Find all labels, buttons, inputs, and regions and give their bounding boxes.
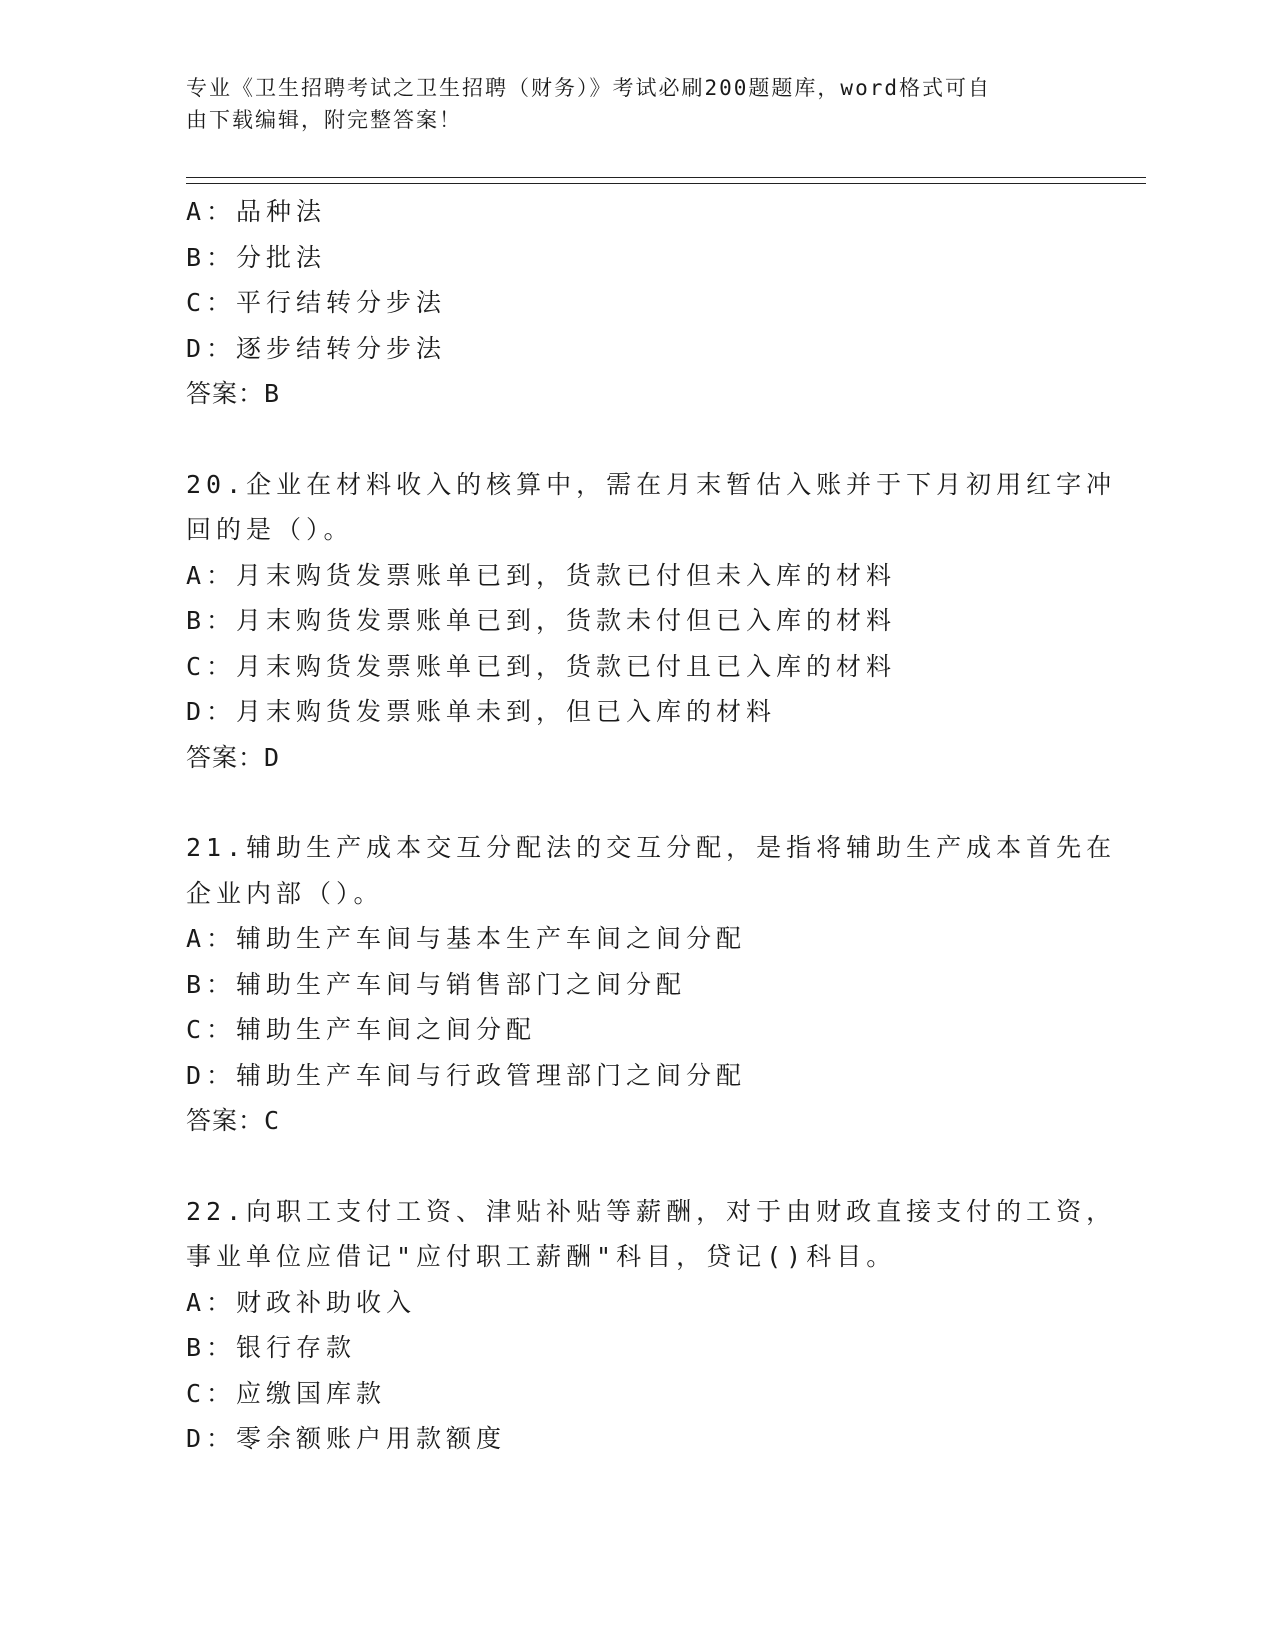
option-b: B：银行存款 [186, 1333, 357, 1362]
question-stem-line-1: 22.向职工支付工资、津贴补贴等薪酬，对于由财政直接支付的工资， [186, 1196, 1117, 1226]
question-stem-line-2: 企业内部（）。 [186, 878, 384, 908]
option-a: A：辅助生产车间与基本生产车间之间分配 [186, 924, 747, 953]
header-line-2: 由下载编辑，附完整答案！ [186, 108, 462, 132]
option-d: D：辅助生产车间与行政管理部门之间分配 [186, 1060, 747, 1090]
option-b: B：月末购货发票账单已到，货款未付但已入库的材料 [186, 606, 897, 635]
option-a: A：月末购货发票账单已到，货款已付但未入库的材料 [186, 560, 897, 590]
question-stem-line-1: 20.企业在材料收入的核算中，需在月末暂估入账并于下月初用红字冲 [186, 469, 1117, 499]
question-20 [186, 462, 1117, 781]
option-d: D：月末购货发票账单未到，但已入库的材料 [186, 697, 777, 726]
option-b: B：辅助生产车间与销售部门之间分配 [186, 969, 687, 999]
spacer [186, 1144, 1086, 1189]
option-c: C：平行结转分步法 [186, 288, 447, 317]
question-stem-line-2: 回的是（）。 [186, 515, 354, 544]
header-line-1: 专业《卫生招聘考试之卫生招聘（财务）》考试必刷200题题库，word格式可自 [186, 76, 991, 100]
option-c: C：辅助生产车间之间分配 [186, 1015, 537, 1044]
question-list [186, 189, 1117, 1462]
question-22 [186, 1189, 1117, 1462]
option-b: B：分批法 [186, 242, 327, 272]
header-divider [186, 177, 1146, 184]
option-a: A：品种法 [186, 197, 327, 226]
question-21 [186, 825, 1117, 1144]
question-stem-line-1: 21.辅助生产成本交互分配法的交互分配，是指将辅助生产成本首先在 [186, 833, 1117, 862]
question-stem-line-2: 事业单位应借记"应付职工薪酬"科目，贷记()科目。 [186, 1242, 897, 1271]
document-header [186, 72, 1066, 136]
option-d: D：逐步结转分步法 [186, 333, 447, 363]
spacer [186, 780, 1086, 825]
question-19 [186, 189, 1086, 417]
option-c: C：月末购货发票账单已到，货款已付且已入库的材料 [186, 651, 897, 681]
answer: 答案：B [186, 379, 281, 408]
option-a: A：财政补助收入 [186, 1287, 417, 1317]
spacer [186, 417, 1086, 462]
option-c: C：应缴国库款 [186, 1378, 387, 1408]
option-d: D：零余额账户用款额度 [186, 1424, 507, 1453]
answer: 答案：C [186, 1106, 281, 1135]
answer: 答案：D [186, 742, 281, 772]
